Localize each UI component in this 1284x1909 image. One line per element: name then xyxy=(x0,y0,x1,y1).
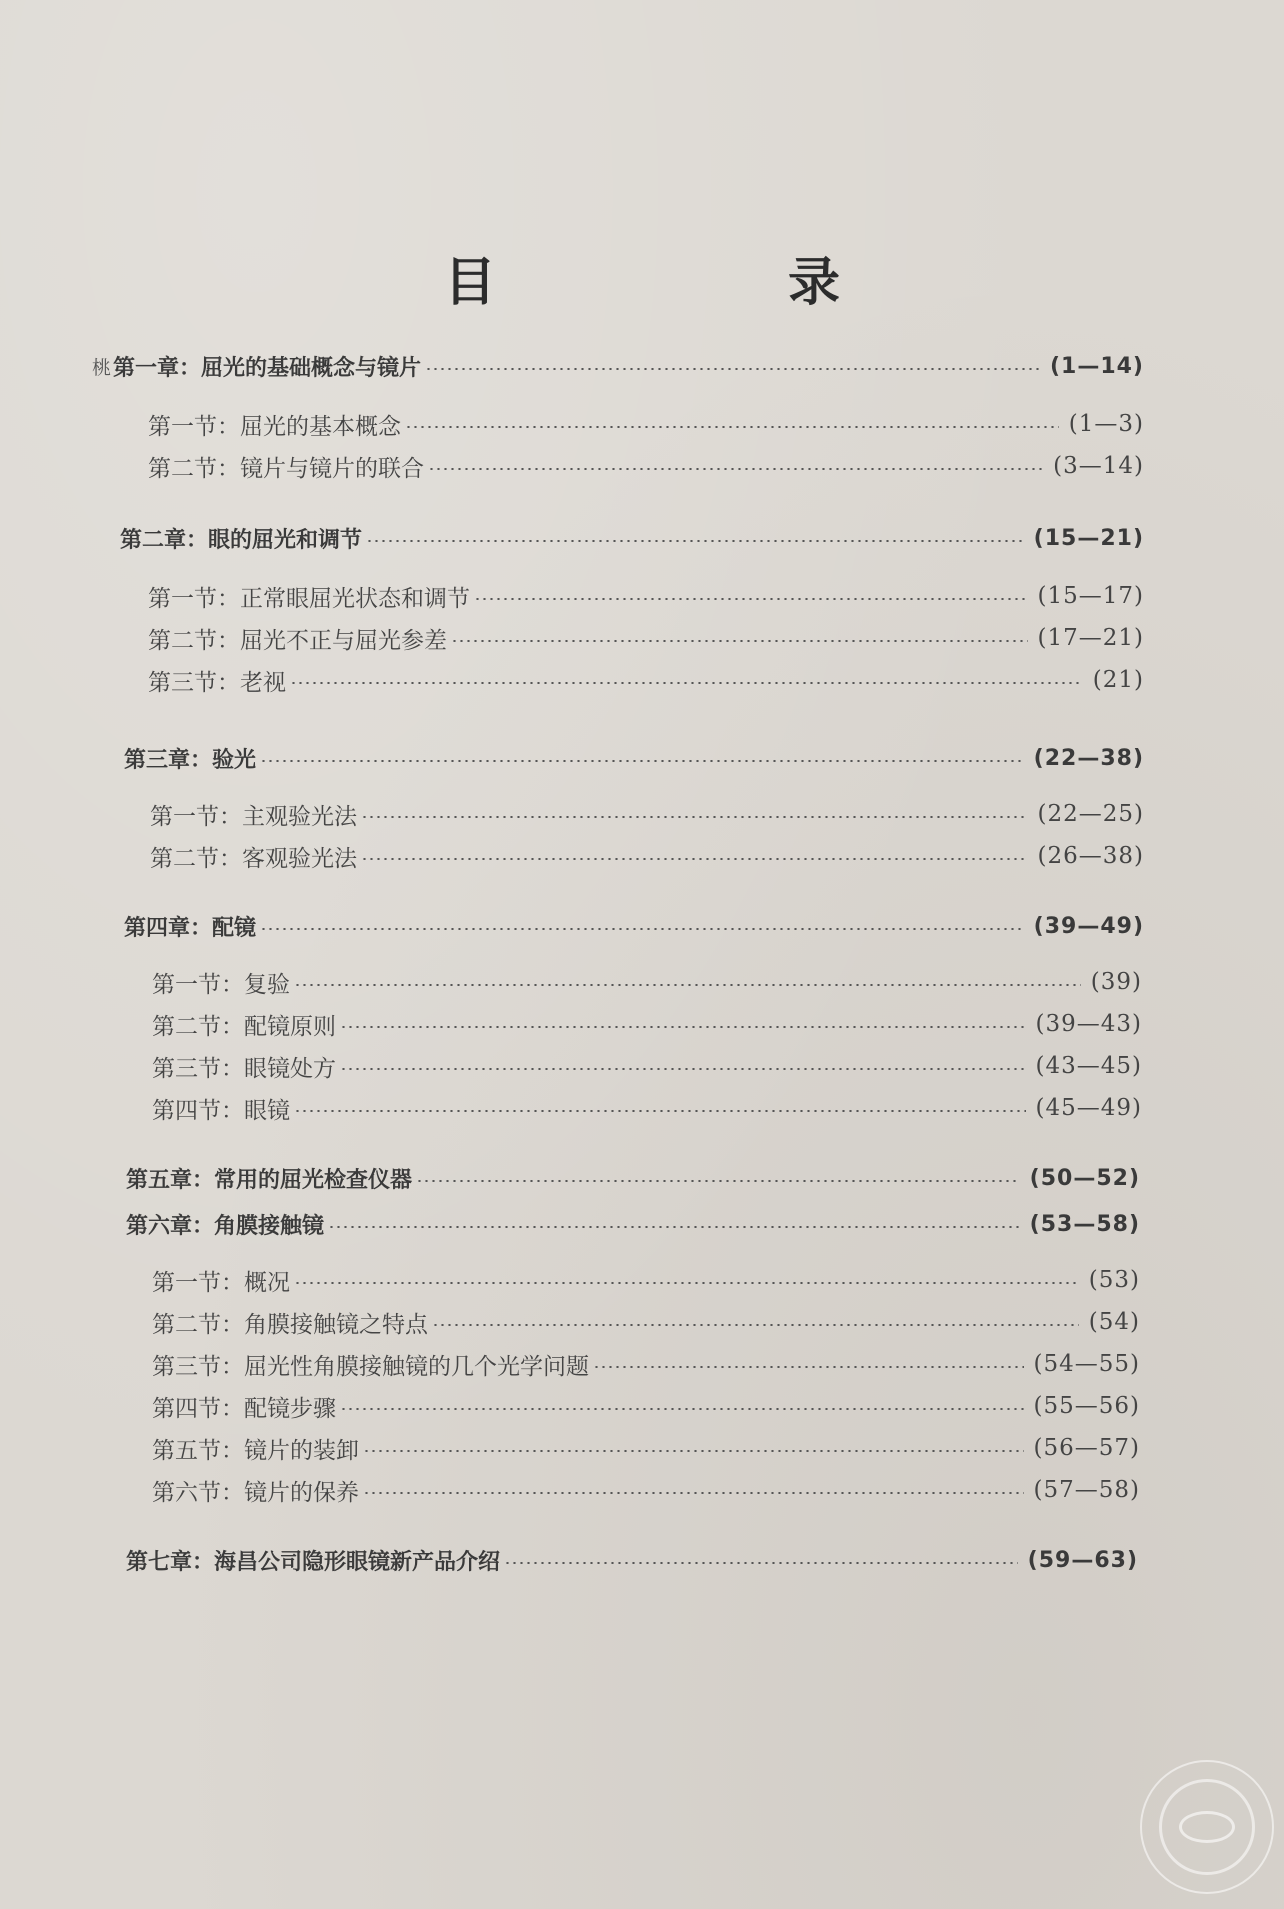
dot-leader xyxy=(260,928,1024,930)
toc-entry-page: (57—58) xyxy=(1033,1477,1140,1503)
toc-entry[interactable] xyxy=(152,1346,1140,1382)
toc-entry[interactable] xyxy=(148,620,1144,656)
toc-entry[interactable] xyxy=(148,662,1144,698)
toc-entry-label: 第五章：常用的屈光检查仪器 xyxy=(126,1167,413,1193)
toc-entry[interactable] xyxy=(150,838,1144,874)
page-title: 目 录 xyxy=(443,252,960,313)
toc-entry-page: (39) xyxy=(1090,969,1142,995)
toc-entry-page: (53) xyxy=(1088,1267,1140,1293)
toc-entry[interactable] xyxy=(152,1262,1140,1298)
toc-entry-label: 第三章：验光 xyxy=(124,747,257,773)
toc-entry-label: 第七章：海昌公司隐形眼镜新产品介绍 xyxy=(126,1549,501,1575)
toc-entry-page: (55—56) xyxy=(1033,1393,1140,1419)
toc-entry-page: (15—17) xyxy=(1037,583,1144,609)
dot-leader xyxy=(428,468,1043,470)
toc-entry-page: (45—49) xyxy=(1035,1095,1142,1121)
eye-shape xyxy=(1179,1811,1235,1843)
dot-leader xyxy=(363,1450,1024,1452)
dot-leader xyxy=(340,1026,1026,1028)
toc-entry[interactable] xyxy=(150,796,1144,832)
toc-entry-page: (3—14) xyxy=(1053,453,1144,479)
dot-leader xyxy=(405,426,1059,428)
toc-entry-label: 第一节：复验 xyxy=(152,971,290,998)
dot-leader xyxy=(474,598,1028,600)
dot-leader xyxy=(593,1366,1024,1368)
dot-leader xyxy=(425,368,1040,370)
toc-entry[interactable] xyxy=(126,1206,1140,1242)
toc-entry-page: (1—3) xyxy=(1068,411,1144,437)
toc-entry-label: 第一章：屈光的基础概念与镜片 xyxy=(113,355,422,381)
toc-entry[interactable] xyxy=(152,1388,1140,1424)
toc-entry-label: 第五节：镜片的装卸 xyxy=(152,1437,359,1464)
logo-ring xyxy=(1159,1779,1255,1875)
dot-leader xyxy=(340,1068,1026,1070)
toc-entry-page: (43—45) xyxy=(1035,1053,1142,1079)
toc-entry-page: (59—63) xyxy=(1027,1547,1138,1573)
toc-entry-page: (54—55) xyxy=(1033,1351,1140,1377)
toc-entry-page: (50—52) xyxy=(1029,1165,1140,1191)
toc-entry[interactable] xyxy=(148,406,1144,442)
toc-entry-page: (26—38) xyxy=(1037,843,1144,869)
dot-leader xyxy=(432,1324,1079,1326)
toc-entry-label: 第二节：客观验光法 xyxy=(150,845,357,872)
toc-entry-page: (21) xyxy=(1092,667,1144,693)
toc-entry[interactable] xyxy=(148,578,1144,614)
dot-leader xyxy=(416,1180,1020,1182)
toc-entry-label: 第一节：正常眼屈光状态和调节 xyxy=(148,585,470,612)
toc-entry-page: (39—43) xyxy=(1035,1011,1142,1037)
toc-entry-page: (15—21) xyxy=(1033,525,1144,551)
dot-leader xyxy=(290,682,1083,684)
toc-entry[interactable] xyxy=(152,1048,1142,1084)
dot-leader xyxy=(361,816,1028,818)
toc-entry-label: 第三节：眼镜处方 xyxy=(152,1055,336,1082)
dot-leader xyxy=(260,760,1024,762)
toc-entry-page: (1—14) xyxy=(1049,353,1144,379)
toc-entry-label: 第一节：主观验光法 xyxy=(150,803,357,830)
dot-leader xyxy=(294,984,1081,986)
toc-entry-label: 第六节：镜片的保养 xyxy=(152,1479,359,1506)
toc-entry-page: (54) xyxy=(1088,1309,1140,1335)
toc-entry-label: 第四节：配镜步骤 xyxy=(152,1395,336,1422)
toc-entry-label: 第二节：配镜原则 xyxy=(152,1013,336,1040)
toc-entry[interactable] xyxy=(120,520,1144,556)
eye-logo-icon xyxy=(1140,1760,1274,1894)
toc-entry-label: 第一节：概况 xyxy=(152,1269,290,1296)
toc-entry[interactable] xyxy=(152,1430,1140,1466)
toc-entry-label: 第四节：眼镜 xyxy=(152,1097,290,1124)
toc-entry[interactable] xyxy=(126,1542,1138,1578)
dot-leader xyxy=(294,1282,1079,1284)
dot-leader xyxy=(328,1226,1020,1228)
toc-entry-label: 第二节：镜片与镜片的联合 xyxy=(148,455,424,482)
toc-entry[interactable] xyxy=(152,1090,1142,1126)
toc-entry-label: 第四章：配镜 xyxy=(124,915,257,941)
toc-entry[interactable] xyxy=(148,448,1144,484)
toc-entry-label: 第二章：眼的屈光和调节 xyxy=(120,527,363,553)
dot-leader xyxy=(366,540,1024,542)
toc-entry[interactable] xyxy=(152,964,1142,1000)
dot-leader xyxy=(363,1492,1024,1494)
toc-entry[interactable] xyxy=(124,740,1144,776)
toc-entry-label: 第三节：老视 xyxy=(148,669,286,696)
toc-entry-page: (22—38) xyxy=(1033,745,1144,771)
toc-entry-label: 第三节：屈光性角膜接触镜的几个光学问题 xyxy=(152,1353,589,1380)
toc-entry-label: 第二节：屈光不正与屈光参差 xyxy=(148,627,447,654)
toc-entry[interactable] xyxy=(126,1160,1140,1196)
toc-entry[interactable] xyxy=(124,908,1144,944)
toc-entry-page: (17—21) xyxy=(1037,625,1144,651)
toc-entry[interactable] xyxy=(92,348,1144,384)
toc-entry-label: 第六章：角膜接触镜 xyxy=(126,1213,325,1239)
dot-leader xyxy=(361,858,1028,860)
dot-leader xyxy=(451,640,1028,642)
handwritten-mark: 桃 xyxy=(92,356,112,379)
toc-entry[interactable] xyxy=(152,1304,1140,1340)
toc-entry[interactable] xyxy=(152,1006,1142,1042)
toc-entry-page: (53—58) xyxy=(1029,1211,1140,1237)
toc-entry-label: 第一节：屈光的基本概念 xyxy=(148,413,401,440)
toc-entry-page: (56—57) xyxy=(1033,1435,1140,1461)
toc-entry[interactable] xyxy=(152,1472,1140,1508)
dot-leader xyxy=(340,1408,1024,1410)
dot-leader xyxy=(294,1110,1026,1112)
dot-leader xyxy=(504,1562,1018,1564)
toc-entry-page: (39—49) xyxy=(1033,913,1144,939)
toc-entry-page: (22—25) xyxy=(1037,801,1144,827)
toc-entry-label: 第二节：角膜接触镜之特点 xyxy=(152,1311,428,1338)
